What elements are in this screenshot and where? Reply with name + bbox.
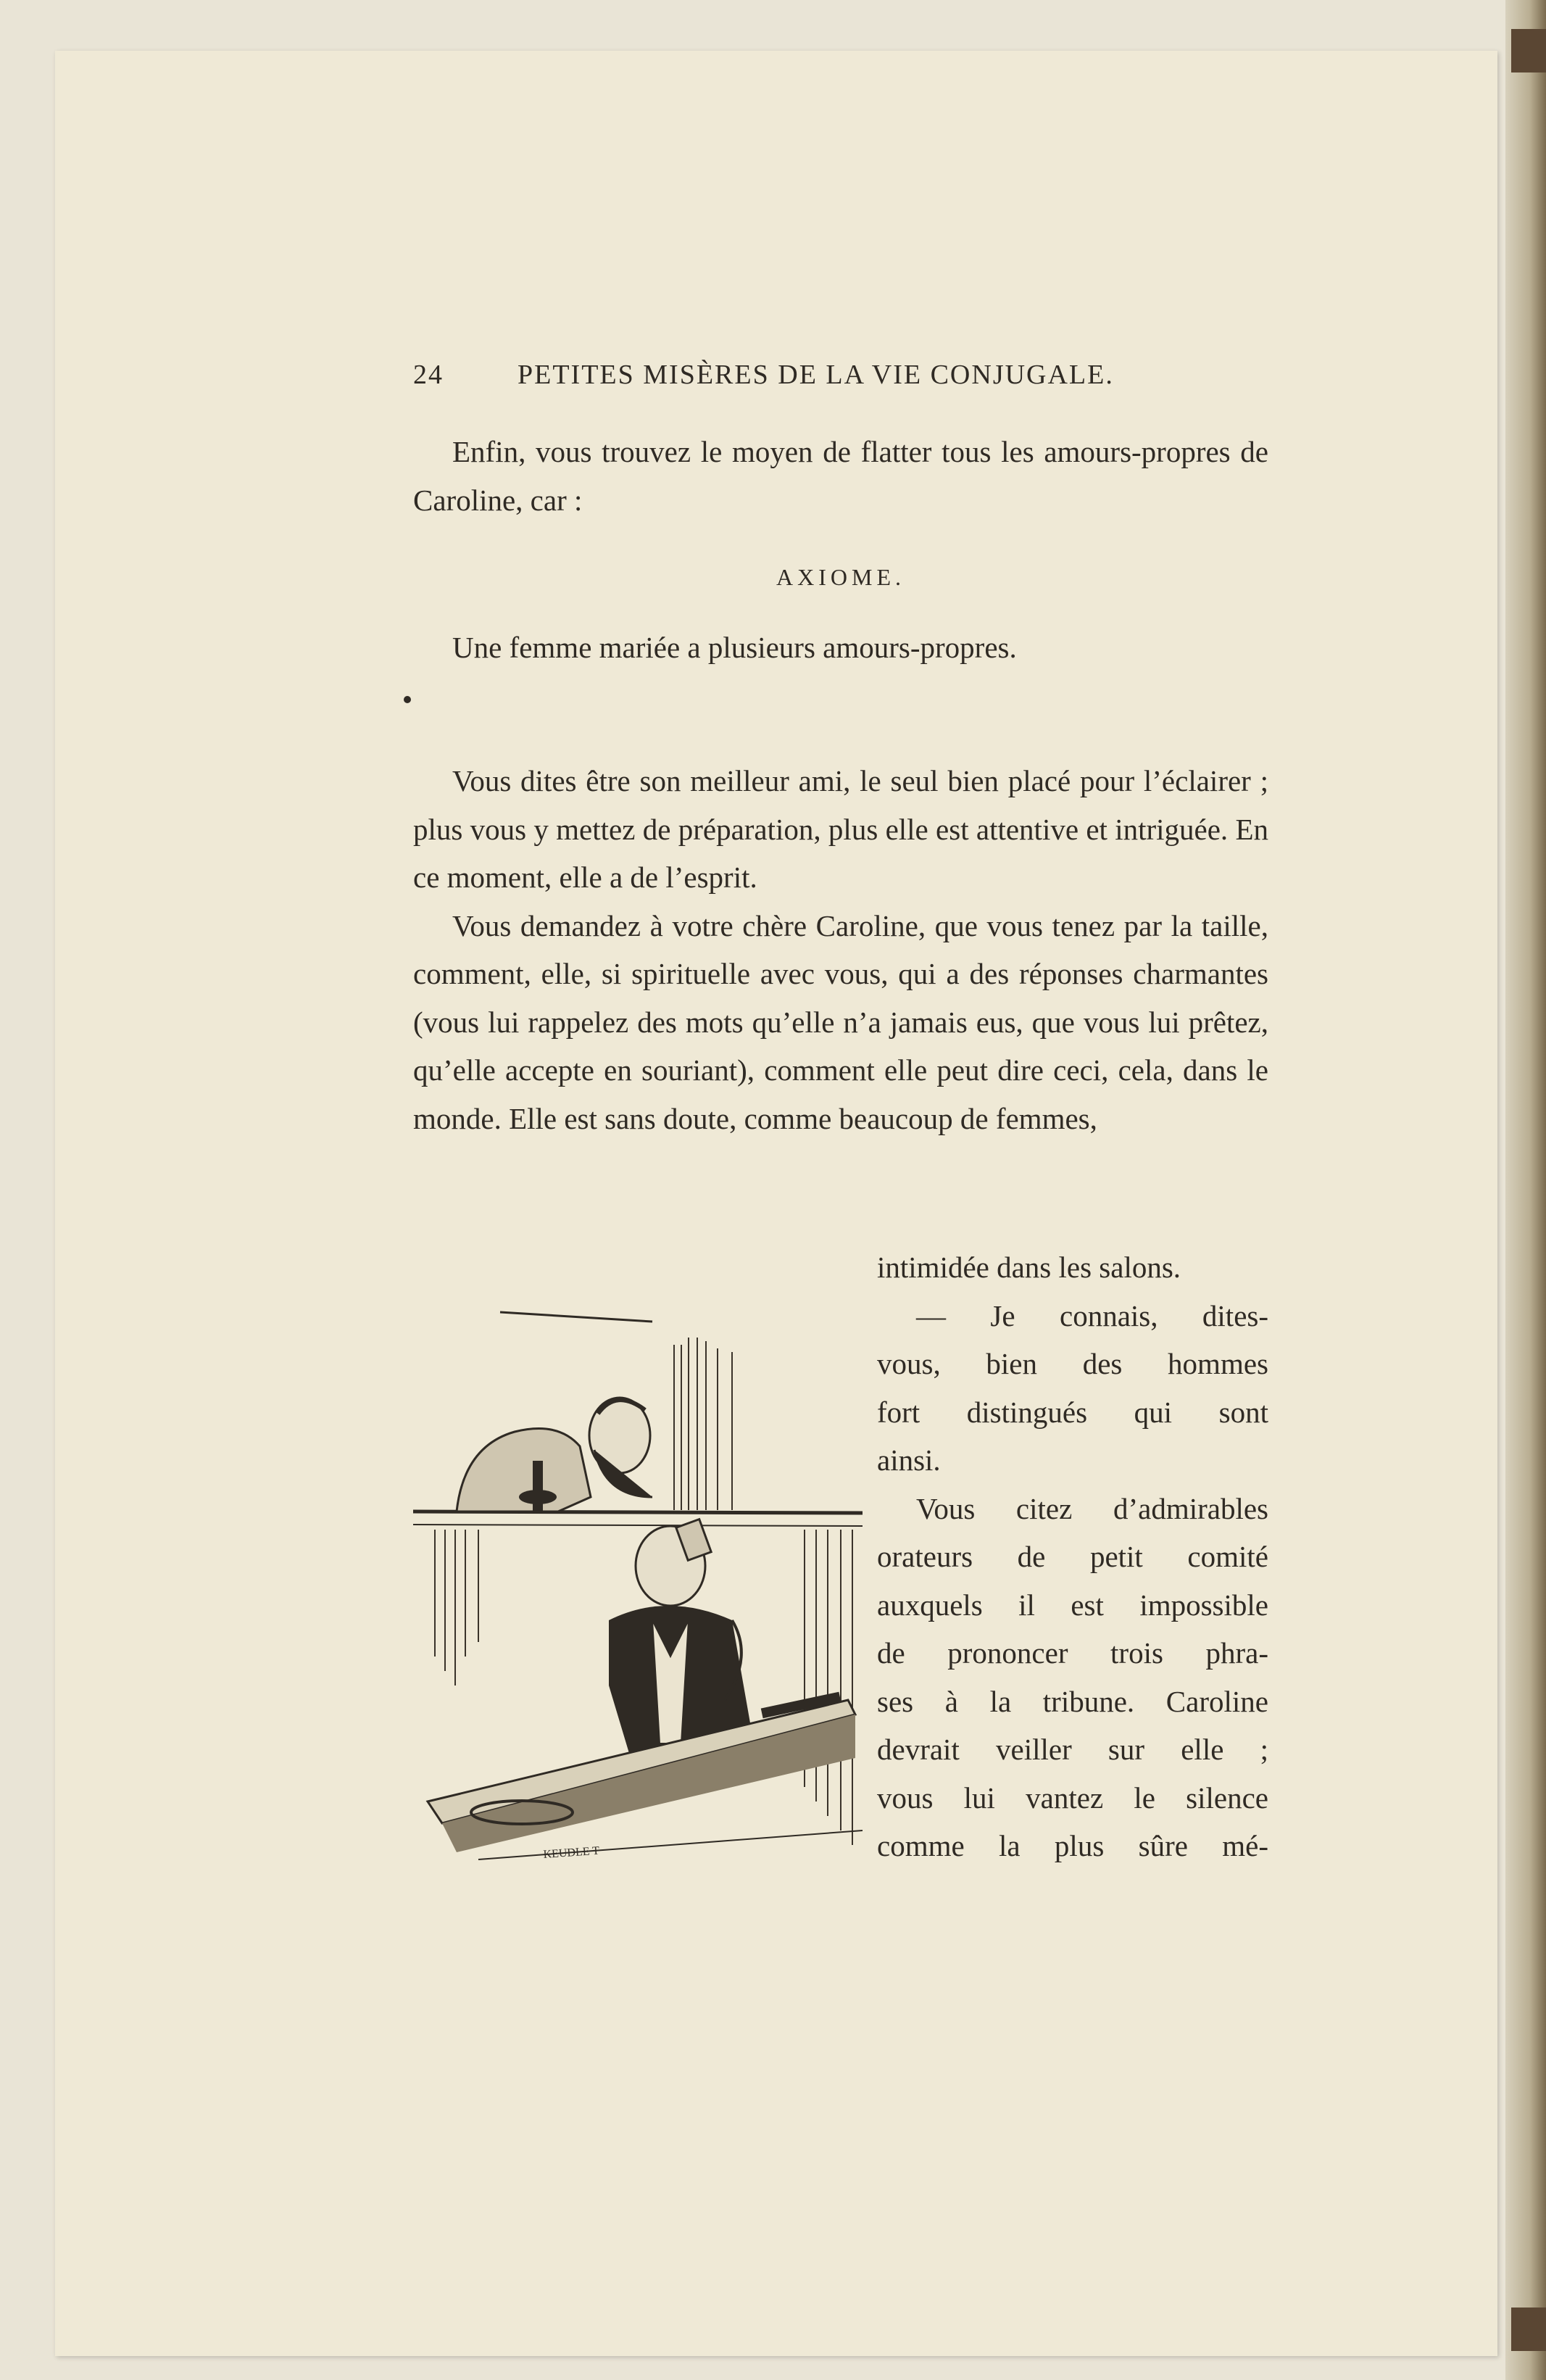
page-number: 24: [413, 360, 444, 390]
engraving-baseline: [478, 1830, 863, 1859]
figure-and-wrapped-text: [413, 1243, 1268, 1896]
engraver-signature: KEUDLE T: [543, 1844, 600, 1861]
engraving-illustration: [413, 1280, 877, 1874]
paragraph-1: Enfin, vous trouvez le moyen de flatter tous les amours-propres de Caroline, car :: [413, 435, 1268, 517]
binding-band-bottom: [1511, 2308, 1546, 2351]
section-break-dot: [404, 696, 411, 703]
leaning-man-figure: [457, 1398, 652, 1512]
wrap-line-5: ainsi.: [877, 1443, 941, 1477]
axiom-text: Une femme mariée a plusieurs amours-propres.: [452, 630, 1017, 664]
wrap-line-12: vous lui vantez le silence: [877, 1780, 1268, 1815]
running-title: PETITES MISÈRES DE LA VIE CONJUGALE.: [518, 360, 1114, 390]
wrap-line-3: vous, bien des hommes: [877, 1347, 1268, 1380]
axiom-heading: AXIOME.: [776, 564, 905, 590]
paragraph-2: Vous dites être son meilleur ami, le seul bien placé pour l’éclairer ; plus vous y mettez de préparation, plus elle est attentive et intriguée. En ce moment, elle a de l’esprit.: [413, 764, 1268, 894]
wrap-line-7: orateurs de petit comité: [877, 1540, 1268, 1573]
book-page: [55, 51, 1497, 2356]
railing-line-top: [500, 1312, 652, 1322]
wrap-line-10: ses à la tribune. Caroline: [877, 1684, 1268, 1718]
paragraph-3: Vous demandez à votre chère Caroline, que vous tenez par la taille, comment, elle, si spirituelle avec vous, qui a des réponses charmantes (vous lui rappelez des mots qu’elle n’a jamais eus, que vous lui prêtez, qu’elle accepte en souriant), comment elle peut dire ceci, cela, dans le monde. Elle est sans doute, comme beaucoup de femmes,: [413, 908, 1268, 1135]
wrapped-text-column: [877, 1243, 1268, 1870]
wrap-line-1: intimidée dans les salons.: [877, 1251, 1181, 1284]
wrap-line-4: fort distingués qui sont: [877, 1395, 1268, 1429]
railing-ledge-under: [413, 1525, 863, 1526]
wrap-line-11: devrait veiller sur elle ;: [877, 1733, 1268, 1766]
wrap-line-2: — Je connais, dites-: [916, 1298, 1268, 1332]
text-block-top: [413, 428, 1268, 1143]
wrap-line-9: de prononcer trois phra-: [877, 1636, 1268, 1670]
wrap-line-8: auxquels il est impossible: [877, 1588, 1268, 1622]
book-binding-edge: [1505, 0, 1546, 2380]
binding-band-top: [1511, 29, 1546, 72]
wrap-line-6: Vous citez d’admirables: [916, 1491, 1268, 1525]
wrap-line-13: comme la plus sûre mé-: [877, 1829, 1268, 1862]
